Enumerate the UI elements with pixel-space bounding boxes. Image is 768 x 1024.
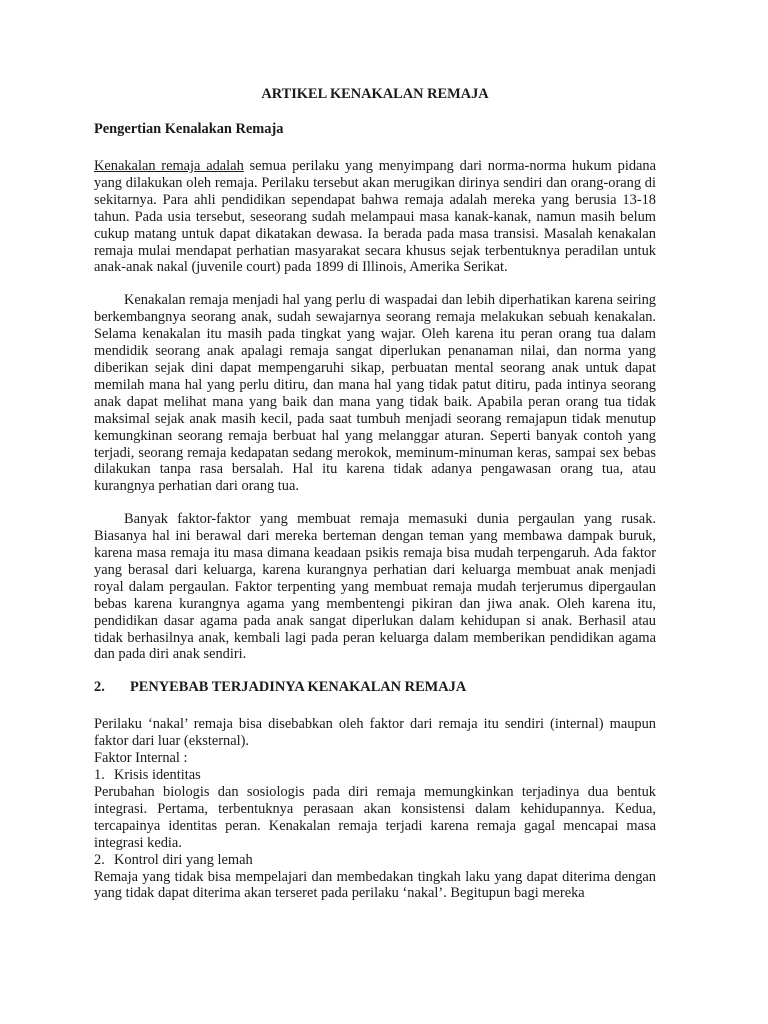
definition-text: semua perilaku yang menyimpang dari norma-norma hukum pidana yang dilakukan oleh remaja. Perilaku tersebut akan merugikan dirinya sendiri dan orang-orang di sekitarnya. Para ahli pendidikan sependapat bahwa remaja adalah mereka yang berusia 13-18 tahun. Pada usia tersebut, seseorang sudah melampaui masa kanak-kanak, namun masih belum cukup matang untuk dapat dikatakan dewasa. Ia berada pada masa transisi. Masalah kenakalan remaja mulai mendapat perhatian masyarakat secara khusus sejak terbentuknya peradilan untuk anak-anak nakal (juvenile court) pada 1899 di Illinois, Amerika Serikat.: [94, 158, 656, 276]
definition-lead: Kenakalan remaja adalah: [94, 158, 244, 174]
paragraph-causes: Perilaku ‘nakal’ remaja bisa disebabkan oleh faktor dari remaja itu sendiri (internal) maupun faktor dari luar (eksternal).: [94, 716, 656, 750]
list-item-label: Kontrol diri yang lemah: [114, 851, 253, 868]
list-item-number: 2.: [94, 851, 105, 868]
list-item: [94, 852, 656, 869]
section-heading: [94, 679, 656, 696]
paragraph-parental-role: Kenakalan remaja menjadi hal yang perlu di waspadai dan lebih diperhatikan karena seiring berkembangnya seorang anak, sudah sewajarnya seorang remaja melakukan sebuah kenakalan. Selama kenakalan itu masih pada tingkat yang wajar. Oleh karena itu peran orang tua dalam mendidik seorang anak apalagi remaja sangat diperlukan penanaman nilai, dan norma yang diberikan sejak dini dapat mempengaruhi sikap, perbuatan mental seorang anak untuk dapat memilah mana hal yang perlu ditiru, dan mana hal yang tidak patut ditiru, pada intinya seorang anak dapat melihat mana yang baik dan mana yang tidak baik. Apabila peran orang tua tidak maksimal sejak anak masih kecil, pada saat tumbuh menjadi seorang remajapun tidak menutup kemungkinan seorang remaja berbuat hal yang melanggar aturan. Seperti banyak contoh yang terjadi, seorang remaja kedapatan sedang merokok, meminum-minuman keras, sampai sex bebas dilakukan tanpa rasa bersalah. Hal itu karena tidak adanya pengawasan orang tua, atau kurangnya perhatian dari orang tua.: [94, 292, 656, 495]
list-item: [94, 767, 656, 784]
paragraph-definition: [94, 158, 656, 276]
section-title: PENYEBAB TERJADINYA KENAKALAN REMAJA: [130, 679, 467, 696]
section-number: 2.: [94, 679, 105, 696]
list-item-text: Perubahan biologis dan sosiologis pada diri remaja memungkinkan terjadinya dua bentuk integrasi. Pertama, terbentuknya perasaan akan konsistensi dalam kehidupannya. Kedua, tercapainya identitas peran. Kenakalan remaja terjadi karena remaja gagal mencapai masa integrasi kedia.: [94, 784, 656, 851]
document-title: ARTIKEL KENAKALAN REMAJA: [261, 86, 489, 102]
paragraph-factors: Banyak faktor-faktor yang membuat remaja memasuki dunia pergaulan yang rusak. Biasanya hal ini berawal dari mereka berteman dengan teman yang membawa dampak buruk, karena masa remaja itu masa dimana keadaan psikis remaja bisa mudah terpengaruh. Ada faktor yang berasal dari keluarga, karena kurangnya perhatian dari keluarga membuat anak menjadi royal dalam pergaulan. Faktor terpenting yang membuat remaja mudah terjerumus dipergaulan bebas karena kurangnya agama yang membentengi pikiran dan jiwa anak. Oleh karena itu, pendidikan dasar agama pada anak sangat diperlukan dalam kehidupan si anak. Berhasil atau tidak berhasilnya anak, kembali lagi pada peran keluarga dalam memberikan pendidikan agama dan pada diri anak sendiri.: [94, 511, 656, 663]
list-item-label: Krisis identitas: [114, 767, 201, 784]
list-item-text: Remaja yang tidak bisa mempelajari dan membedakan tingkah laku yang dapat diterima dengan yang tidak dapat diterima akan terseret pada perilaku ‘nakal’. Begitupun bagi mereka: [94, 868, 656, 902]
list-item-number: 1.: [94, 767, 105, 784]
section-subtitle: Pengertian Kenalakan Remaja: [94, 121, 284, 137]
internal-factors-label: Faktor Internal :: [94, 750, 188, 767]
